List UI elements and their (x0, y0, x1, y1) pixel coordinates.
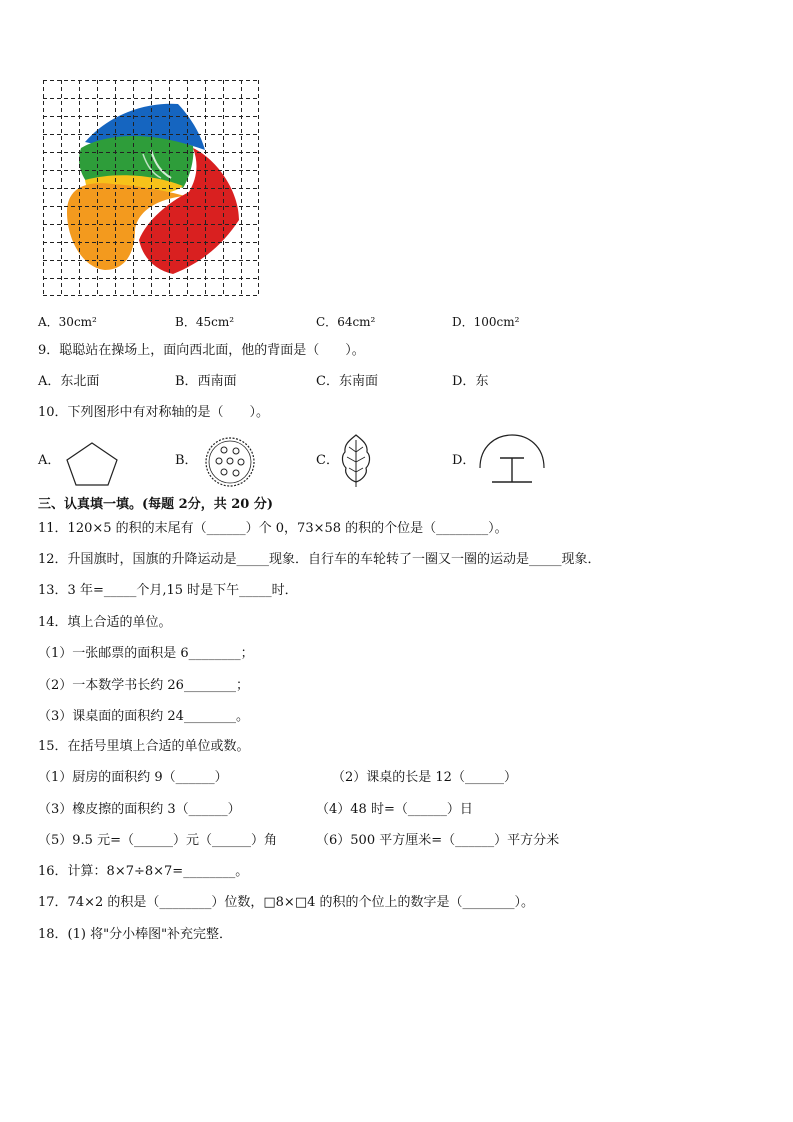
q14-sub-2: （2）一本数学书长约 26________； (38, 678, 249, 693)
q13-text: 13．3 年=_____个月,15 时是下午_____时． (38, 583, 298, 598)
option-text: 64cm² (337, 315, 376, 329)
q15-sub-6: （6）500 平方厘米=（______）平方分米 (316, 833, 560, 848)
q14-sub-1: （1）一张邮票的面积是 6________； (38, 646, 254, 661)
q15-sub-2: （2）课桌的长是 12（______） (332, 770, 517, 785)
q15-text: 15．在括号里填上合适的单位或数。 (38, 739, 250, 754)
q10-option-b-letter[interactable]: B． (175, 453, 198, 468)
q14-sub-3: （3）课桌面的面积约 24________。 (38, 709, 249, 724)
option-letter: A． (38, 315, 59, 329)
q10-option-a-letter[interactable]: A． (38, 453, 61, 468)
option-text: 西南面 (197, 374, 237, 389)
q18-text: 18．(1) 将"分小棒图"补充完整． (38, 927, 233, 942)
leaf-icon (338, 432, 374, 488)
q9-option-c[interactable] (316, 373, 378, 391)
q9-stem: 9．聪聪站在操场上，面向西北面，他的背面是（ ）。 (38, 343, 365, 358)
q9-option-a[interactable] (38, 373, 99, 391)
option-text: 100cm² (473, 315, 520, 329)
q8-option-a[interactable] (38, 313, 97, 330)
q8-option-c[interactable] (316, 313, 375, 330)
q15-sub-5: （5）9.5 元=（______）元（______）角 (38, 833, 277, 848)
q10-option-c-letter[interactable]: C． (316, 453, 339, 468)
dotted-circle-icon (203, 435, 257, 489)
q15-sub-4: （4）48 时=（______）日 (316, 802, 473, 817)
grid-logo-figure (43, 80, 259, 296)
q11-text: 11．120×5 的积的末尾有（______）个 0，73×58 的积的个位是（________）。 (38, 521, 508, 536)
q8-option-d[interactable] (452, 313, 519, 330)
q10-option-d-letter[interactable]: D． (452, 453, 476, 468)
grid-figure (43, 80, 259, 296)
option-letter: C． (316, 315, 338, 329)
q15-sub-1: （1）厨房的面积约 9（______） (38, 770, 228, 785)
q8-option-b[interactable] (175, 313, 234, 330)
q15-sub-3: （3）橡皮擦的面积约 3（______） (38, 802, 241, 817)
q16-text: 16．计算：8×7÷8×7=________。 (38, 864, 249, 879)
option-letter: C． (316, 374, 339, 389)
q12-text: 12．升国旗时，国旗的升降运动是_____现象．自行车的车轮转了一圈又一圈的运动是_____现象． (38, 552, 601, 567)
option-letter: D． (452, 315, 474, 329)
q14-text: 14．填上合适的单位。 (38, 615, 172, 630)
option-letter: A． (38, 374, 61, 389)
option-letter: B． (175, 374, 198, 389)
option-letter: B． (175, 315, 196, 329)
option-text: 东北面 (60, 374, 100, 389)
option-text: 东 (475, 374, 489, 389)
q9-option-d[interactable] (452, 373, 488, 391)
option-text: 东南面 (338, 374, 378, 389)
section-heading: 三、认真填一填。(每题 2分，共 20 分) (38, 497, 274, 512)
q17-text: 17．74×2 的积是（________）位数，□8×□4 的积的个位上的数字是（________）。 (38, 895, 535, 910)
q10-stem: 10．下列图形中有对称轴的是（ ）。 (38, 405, 270, 420)
q9-option-b[interactable] (175, 373, 237, 391)
option-letter: D． (452, 374, 476, 389)
option-text: 30cm² (58, 315, 97, 329)
pentagon-icon (64, 440, 120, 488)
arch-character-icon (476, 432, 548, 488)
option-text: 45cm² (195, 315, 235, 329)
